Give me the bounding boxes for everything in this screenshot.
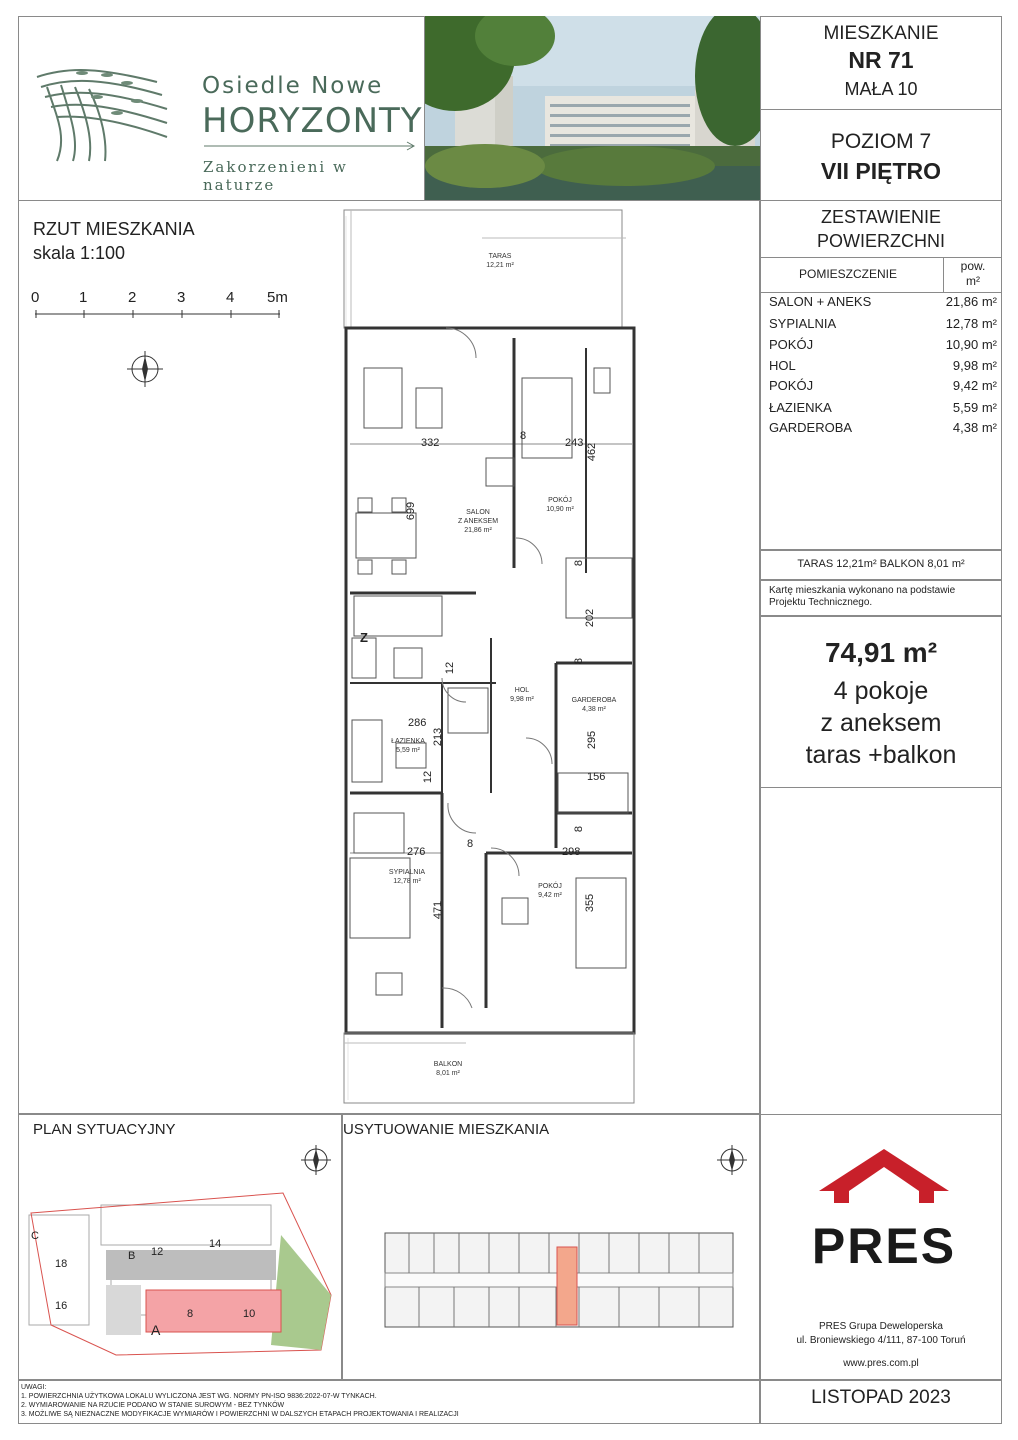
label-hol: HOL 9,98 m²	[510, 687, 534, 703]
dim-8b: 8	[573, 559, 586, 567]
header-photo	[425, 16, 760, 201]
site-label-8: A	[151, 1322, 161, 1338]
dim-12a: 12	[444, 661, 457, 675]
developer-web[interactable]: www.pres.com.pl	[843, 1358, 919, 1369]
arrow-decor-icon	[204, 141, 419, 151]
header-logo-box	[18, 16, 425, 201]
dim-471: 471	[432, 900, 445, 920]
dim-213: 213	[432, 727, 445, 747]
notes-box	[18, 1380, 760, 1424]
pres-logo-text: PRES	[811, 1218, 957, 1273]
label-taras: TARAS 12,21 m²	[486, 253, 514, 269]
area-row: SALON + ANEKS 21,86 m²	[769, 294, 997, 309]
areas-title-1: ZESTAWIENIE	[820, 207, 941, 227]
label-lazienka: ŁAZIENKA 5,59 m²	[391, 738, 425, 754]
scale-tick-0: 0	[31, 289, 40, 306]
location-title: USYTUOWANIE MIESZKANIA	[343, 1121, 550, 1138]
area-row: ŁAZIENKA 5,59 m²	[769, 400, 997, 415]
site-north-icon	[301, 1145, 331, 1175]
scale-tick-3: 3	[177, 289, 186, 306]
dim-12b: 12	[422, 770, 435, 784]
summary-line1: 4 pokoje	[833, 677, 929, 705]
scale-bar	[35, 309, 285, 319]
col-room-header: POMIESZCZENIE	[799, 267, 898, 281]
col-area-header: pow. m²	[960, 259, 986, 288]
date-label: LISTOPAD 2023	[811, 1387, 951, 1408]
north-arrow-icon	[127, 351, 163, 387]
label-salon: SALON Z ANEKSEM 21,86 m²	[457, 509, 499, 534]
site-label-5: 14	[209, 1238, 222, 1250]
dim-355: 355	[584, 893, 597, 913]
dim-243: 243	[565, 437, 584, 449]
total-area: 74,91 m²	[824, 637, 938, 668]
brand-line2: HORYZONTY	[202, 101, 423, 141]
dim-8a: 8	[520, 430, 527, 442]
total-box	[760, 616, 1002, 788]
developer-box	[760, 1114, 1002, 1380]
dim-332: 332	[421, 437, 440, 449]
dim-8d: 8	[573, 825, 586, 833]
date-box	[760, 1380, 1002, 1424]
building-floor-plan	[379, 1225, 739, 1335]
site-plan-box	[18, 1114, 342, 1380]
area-row: SYPIALNIA 12,78 m²	[769, 316, 997, 331]
scale-tick-4: 4	[226, 289, 235, 306]
area-row: POKÓJ 9,42 m²	[769, 378, 997, 393]
site-label-0: C	[31, 1230, 39, 1242]
fridge-label: Z	[360, 630, 368, 645]
site-label-6: 8	[187, 1308, 194, 1320]
note-item: 3. MOŻLIWE SĄ NIEZNACZNE MODYFIKACJE WYMIARÓW I POWIERZCHNI W DALSZYCH ETAPACH PROJEKTOWANIA I REALIZACJI	[21, 1411, 459, 1418]
note-box	[760, 580, 1002, 616]
dim-156: 156	[587, 771, 606, 783]
developer-address: ul. Broniewskiego 4/111, 87-100 Toruń	[796, 1335, 966, 1346]
label-pokoj2: POKÓJ 9,42 m²	[538, 883, 562, 899]
scale-tick-1: 1	[79, 289, 88, 306]
brand-tagline: Zakorzenieni w naturze	[203, 158, 348, 194]
dim-8c: 8	[573, 657, 586, 665]
brand-line1: Osiedle Nowe	[202, 73, 384, 99]
site-label-1: 18	[55, 1258, 68, 1270]
note-item: 2. WYMIAROWANIE NA RZUCIE PODANO W STANIE SUROWYM - BEZ TYNKÓW	[21, 1402, 285, 1409]
site-label-3: B	[128, 1250, 136, 1262]
dim-202: 202	[584, 608, 597, 628]
areas-box	[760, 200, 1002, 550]
dim-8e: 8	[467, 838, 474, 850]
areas-title-2: POWIERZCHNI	[817, 231, 945, 251]
summary-line3: taras +balkon	[805, 741, 957, 769]
dim-295: 295	[586, 730, 599, 750]
tree-logo-icon	[27, 57, 177, 167]
dim-699: 699	[405, 501, 418, 521]
dim-276: 276	[407, 846, 426, 858]
site-plan-title: PLAN SYTUACYJNY	[33, 1121, 176, 1138]
label-pokoj1: POKÓJ 10,90 m²	[546, 497, 574, 513]
area-row: GARDEROBA 4,38 m²	[769, 420, 997, 435]
apartment-label: MIESZKANIE	[823, 23, 939, 44]
dim-286: 286	[408, 717, 427, 729]
floor-plan	[336, 208, 646, 1108]
summary-line2: z aneksem	[820, 709, 942, 737]
level-label: POZIOM 7	[830, 130, 932, 153]
site-label-2: 16	[55, 1300, 68, 1312]
label-balkon: BALKON 8,01 m²	[433, 1061, 463, 1077]
pres-logo-icon	[769, 1143, 999, 1273]
site-label-7: 10	[243, 1308, 256, 1320]
plan-scale: skala 1:100	[33, 243, 126, 263]
dim-462: 462	[586, 442, 599, 462]
developer-name: PRES Grupa Deweloperska	[819, 1321, 943, 1332]
plan-title: RZUT MIESZKANIA	[33, 219, 195, 239]
apartment-street: MAŁA 10	[844, 79, 918, 99]
floor-label: VII PIĘTRO	[820, 158, 942, 184]
outdoor-areas: TARAS 12,21m² BALKON 8,01 m²	[797, 558, 965, 570]
site-label-4: 12	[151, 1246, 164, 1258]
area-row: POKÓJ 10,90 m²	[769, 337, 997, 352]
dim-298: 298	[562, 846, 581, 858]
area-row: HOL 9,98 m²	[769, 358, 997, 373]
location-north-icon	[717, 1145, 747, 1175]
scale-tick-2: 2	[128, 289, 137, 306]
technical-note: Kartę mieszkania wykonano na podstawie Projektu Technicznego.	[769, 585, 956, 608]
floor-box	[760, 109, 1002, 201]
label-sypialnia: SYPIALNIA 12,78 m²	[388, 869, 426, 885]
label-garderoba: GARDEROBA 4,38 m²	[571, 697, 617, 713]
scale-tick-5: 5m	[267, 289, 288, 306]
location-box	[342, 1114, 760, 1380]
note-item: 1. POWIERZCHNIA UŻYTKOWA LOKALU WYLICZONA JEST WG. NORMY PN-ISO 9836:2022-07-W TYNKACH.	[21, 1393, 377, 1400]
outdoor-box	[760, 550, 1002, 580]
apartment-number: NR 71	[848, 47, 914, 73]
site-plan-map	[21, 1175, 341, 1375]
notes-title: UWAGI:	[21, 1384, 47, 1391]
apartment-box	[760, 16, 1002, 110]
blank-right-box	[760, 787, 1002, 1115]
